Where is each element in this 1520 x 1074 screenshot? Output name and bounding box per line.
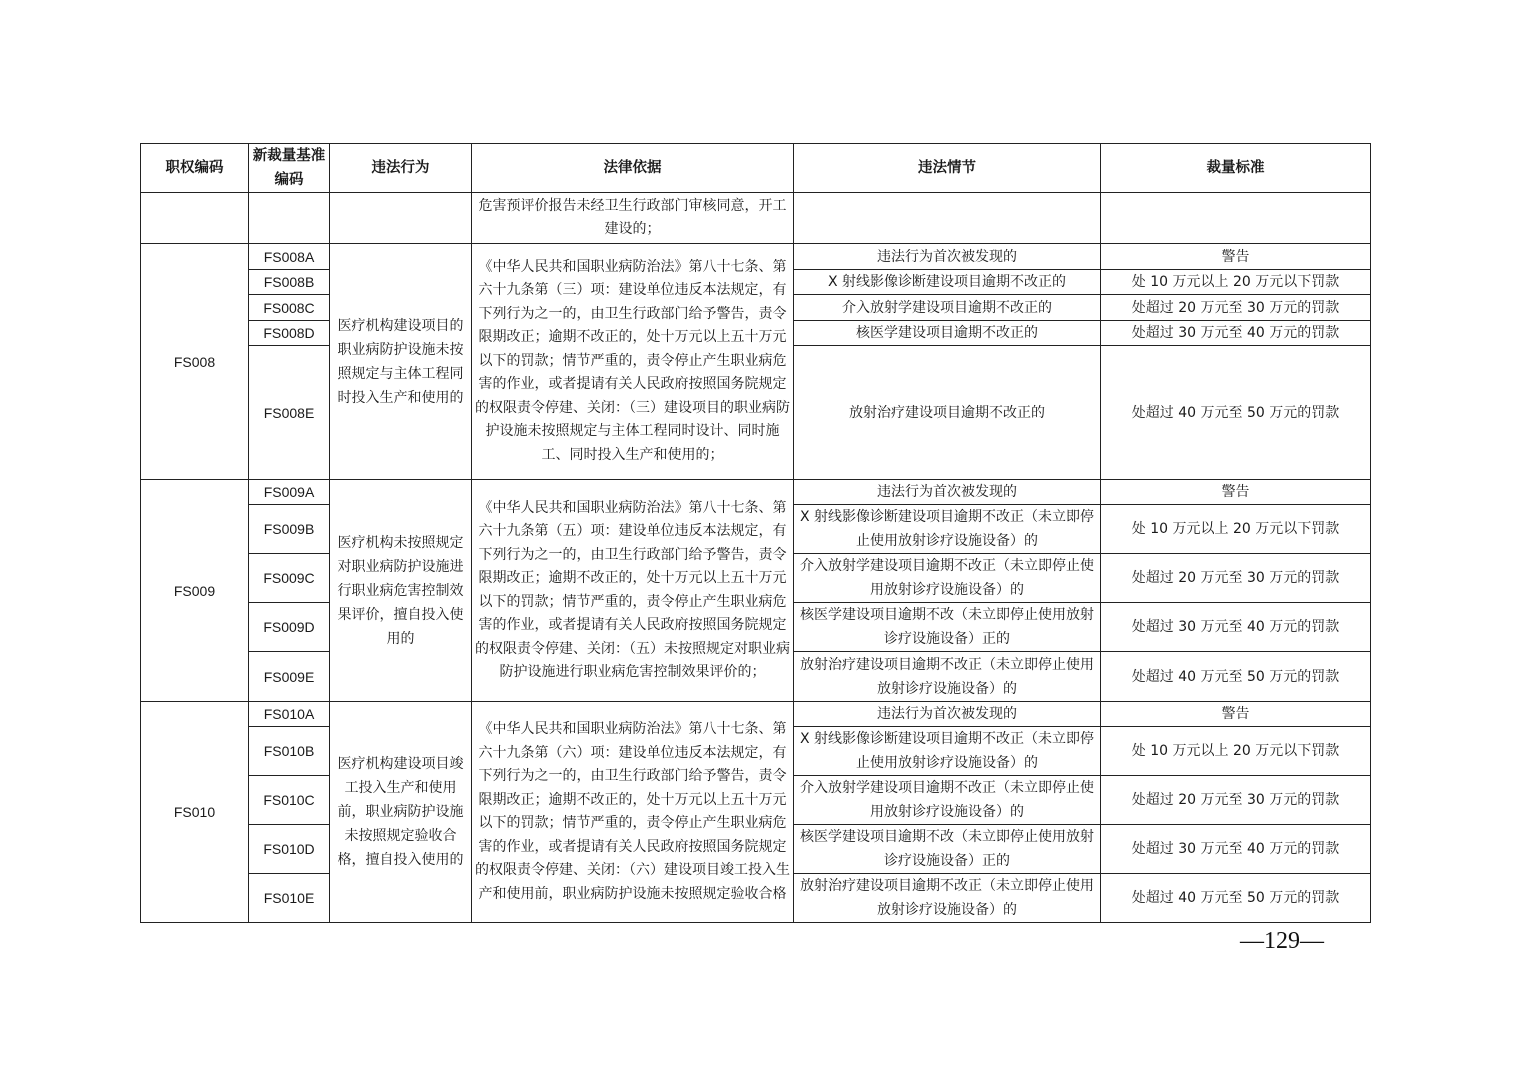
authority-code-cell: FS009: [141, 480, 249, 702]
empty-cell: [330, 193, 472, 244]
circumstance-cell: 核医学建设项目逾期不改正的: [794, 321, 1101, 346]
circumstance-cell: 放射治疗建设项目逾期不改正（未立即停止使用放射诊疗设施设备）的: [794, 652, 1101, 702]
standard-cell: 警告: [1101, 480, 1371, 505]
header-authority-code: 职权编码: [141, 144, 249, 193]
benchmark-code-cell: FS009E: [249, 652, 330, 702]
benchmark-code-cell: FS008A: [249, 244, 330, 270]
benchmark-code-cell: FS010C: [249, 776, 330, 825]
benchmark-code-cell: FS010B: [249, 727, 330, 776]
empty-cell: [1101, 193, 1371, 244]
circumstance-cell: 介入放射学建设项目逾期不改正（未立即停止使用放射诊疗设施设备）的: [794, 554, 1101, 603]
penalty-standard-table: [140, 143, 1371, 923]
standard-cell: 处 10 万元以上 20 万元以下罚款: [1101, 270, 1371, 295]
empty-cell: [141, 193, 249, 244]
circumstance-cell: 违法行为首次被发现的: [794, 702, 1101, 727]
benchmark-code-cell: FS009C: [249, 554, 330, 603]
legal-basis-cell: 危害预评价报告未经卫生行政部门审核同意，开工建设的；: [472, 193, 794, 244]
authority-code-cell: FS008: [141, 244, 249, 480]
empty-cell: [794, 193, 1101, 244]
benchmark-code-cell: FS010E: [249, 874, 330, 923]
benchmark-code-cell: FS009A: [249, 480, 330, 505]
benchmark-code-cell: FS010D: [249, 825, 330, 874]
violation-cell: 医疗机构建设项目竣工投入生产和使用前，职业病防护设施未按照规定验收合格，擅自投入使用的: [330, 702, 472, 923]
header-legal-basis: 法律依据: [472, 144, 794, 193]
benchmark-code-cell: FS009D: [249, 603, 330, 652]
standard-cell: 处超过 30 万元至 40 万元的罚款: [1101, 321, 1371, 346]
standard-cell: 处超过 20 万元至 30 万元的罚款: [1101, 776, 1371, 825]
table-row: [141, 702, 1371, 727]
benchmark-code-cell: FS009B: [249, 505, 330, 554]
circumstance-cell: 违法行为首次被发现的: [794, 244, 1101, 270]
header-circumstance: 违法情节: [794, 144, 1101, 193]
empty-cell: [249, 193, 330, 244]
standard-cell: 处超过 20 万元至 30 万元的罚款: [1101, 295, 1371, 321]
legal-basis-cell: 《中华人民共和国职业病防治法》第八十七条、第六十九条第（六）项：建设单位违反本法规定，有下列行为之一的，由卫生行政部门给予警告，责令限期改正；逾期不改正的，处十万元以上五十万元以下的罚款；情节严重的，责令停止产生职业病危害的作业，或者提请有关人民政府按照国务院规定的权限责令停建、关闭：（六）建设项目竣工投入生产和使用前，职业病防护设施未按照规定验收合格: [472, 702, 794, 923]
circumstance-cell: 核医学建设项目逾期不改（未立即停止使用放射诊疗设施设备）正的: [794, 825, 1101, 874]
circumstance-cell: X 射线影像诊断建设项目逾期不改正的: [794, 270, 1101, 295]
circumstance-cell: X 射线影像诊断建设项目逾期不改正（未立即停止使用放射诊疗设施设备）的: [794, 727, 1101, 776]
circumstance-cell: X 射线影像诊断建设项目逾期不改正（未立即停止使用放射诊疗设施设备）的: [794, 505, 1101, 554]
page-number: —129—: [1240, 928, 1324, 954]
header-row: [141, 144, 1371, 193]
standard-cell: 处 10 万元以上 20 万元以下罚款: [1101, 505, 1371, 554]
authority-code-cell: FS010: [141, 702, 249, 923]
circumstance-cell: 违法行为首次被发现的: [794, 480, 1101, 505]
standard-cell: 处超过 20 万元至 30 万元的罚款: [1101, 554, 1371, 603]
benchmark-code-cell: FS010A: [249, 702, 330, 727]
standard-cell: 处超过 40 万元至 50 万元的罚款: [1101, 874, 1371, 923]
header-standard: 裁量标准: [1101, 144, 1371, 193]
benchmark-code-cell: FS008B: [249, 270, 330, 295]
standard-cell: 处超过 40 万元至 50 万元的罚款: [1101, 346, 1371, 480]
circumstance-cell: 介入放射学建设项目逾期不改正（未立即停止使用放射诊疗设施设备）的: [794, 776, 1101, 825]
benchmark-code-cell: FS008E: [249, 346, 330, 480]
circumstance-cell: 放射治疗建设项目逾期不改正（未立即停止使用放射诊疗设施设备）的: [794, 874, 1101, 923]
table-row: [141, 480, 1371, 505]
circumstance-cell: 核医学建设项目逾期不改（未立即停止使用放射诊疗设施设备）正的: [794, 603, 1101, 652]
standard-cell: 处 10 万元以上 20 万元以下罚款: [1101, 727, 1371, 776]
standard-cell: 处超过 40 万元至 50 万元的罚款: [1101, 652, 1371, 702]
circumstance-cell: 介入放射学建设项目逾期不改正的: [794, 295, 1101, 321]
violation-cell: 医疗机构建设项目的职业病防护设施未按照规定与主体工程同时投入生产和使用的: [330, 244, 472, 480]
carry-over-row: [141, 193, 1371, 244]
table-row: [141, 244, 1371, 270]
violation-cell: 医疗机构未按照规定对职业病防护设施进行职业病危害控制效果评价，擅自投入使用的: [330, 480, 472, 702]
standard-cell: 警告: [1101, 244, 1371, 270]
standard-cell: 处超过 30 万元至 40 万元的罚款: [1101, 825, 1371, 874]
circumstance-cell: 放射治疗建设项目逾期不改正的: [794, 346, 1101, 480]
legal-basis-cell: 《中华人民共和国职业病防治法》第八十七条、第六十九条第（三）项：建设单位违反本法规定，有下列行为之一的，由卫生行政部门给予警告，责令限期改正；逾期不改正的，处十万元以上五十万元以下的罚款；情节严重的，责令停止产生职业病危害的作业，或者提请有关人民政府按照国务院规定的权限责令停建、关闭：（三）建设项目的职业病防护设施未按照规定与主体工程同时设计、同时施工、同时投入生产和使用的；: [472, 244, 794, 480]
standard-cell: 警告: [1101, 702, 1371, 727]
header-violation: 违法行为: [330, 144, 472, 193]
header-new-benchmark-code: 新裁量基准编码: [249, 144, 330, 193]
benchmark-code-cell: FS008D: [249, 321, 330, 346]
standard-cell: 处超过 30 万元至 40 万元的罚款: [1101, 603, 1371, 652]
legal-basis-cell: 《中华人民共和国职业病防治法》第八十七条、第六十九条第（五）项：建设单位违反本法规定，有下列行为之一的，由卫生行政部门给予警告，责令限期改正；逾期不改正的，处十万元以上五十万元以下的罚款；情节严重的，责令停止产生职业病危害的作业，或者提请有关人民政府按照国务院规定的权限责令停建、关闭：（五）未按照规定对职业病防护设施进行职业病危害控制效果评价的；: [472, 480, 794, 702]
benchmark-code-cell: FS008C: [249, 295, 330, 321]
